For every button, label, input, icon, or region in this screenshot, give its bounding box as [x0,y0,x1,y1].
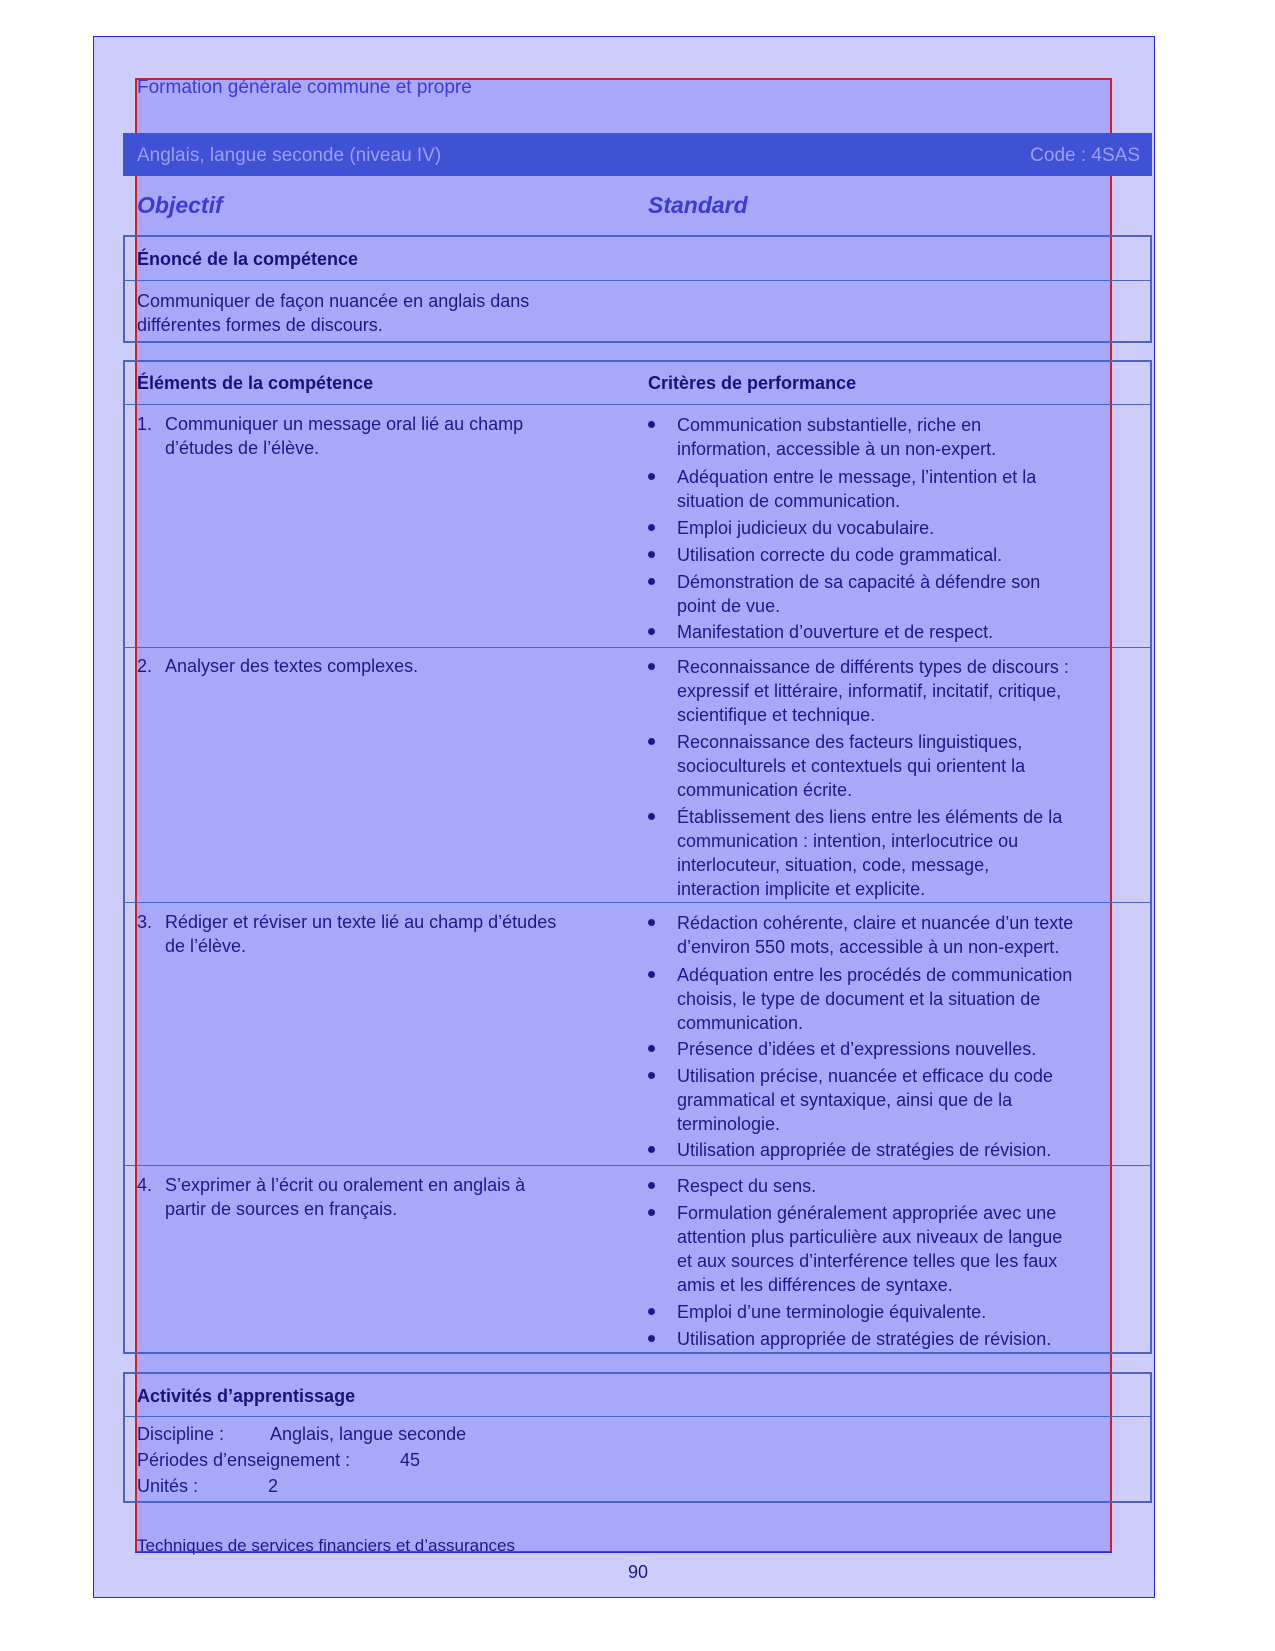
bullet-icon [648,524,655,531]
bullet-icon [648,628,655,635]
criterion-line: Emploi judicieux du vocabulaire. [677,518,935,538]
criterion-line: interlocuteur, situation, code, message, [677,855,990,875]
bullet-icon [648,421,655,428]
element-number: 1. [137,414,153,434]
bullet-icon [648,473,655,480]
criterion-line: Communication substantielle, riche en [677,415,982,435]
criterion-line: grammatical et syntaxique, ainsi que de la [677,1090,1013,1110]
criterion-line: communication. [677,1013,804,1033]
standard-heading: Standard [648,192,748,218]
periods-label: Périodes d’enseignement : [137,1450,351,1470]
element-text [165,654,418,678]
row-divider [125,902,1150,903]
activities-divider [125,1416,1150,1417]
criterion-line: interaction implicite et explicite. [677,879,926,899]
criterion-line: Emploi d’une terminologie équivalente. [677,1302,987,1322]
criteria-heading: Critères de performance [648,373,857,393]
bullet-icon [648,1045,655,1052]
section-title: Formation générale commune et propre [137,77,472,98]
element-number: 3. [137,912,153,932]
criterion-line: communication : intention, interlocutrice ou [677,831,1019,851]
elements-heading: Éléments de la compétence [137,373,374,393]
bullet-icon [648,1308,655,1315]
program-footer: Techniques de services financiers et d’assurances [137,1536,515,1555]
discipline-label: Discipline : [137,1424,225,1444]
bullet-icon [648,1335,655,1342]
bullet-icon [648,578,655,585]
criterion-line: choisis, le type de document et la situation de [677,989,1041,1009]
criterion-line: d’environ 550 mots, accessible à un non-expert. [677,937,1060,957]
criterion-line: expressif et littéraire, informatif, incitatif, critique, [677,681,1062,701]
element-line: d’études de l’élève. [165,438,320,458]
criterion-line: Reconnaissance des facteurs linguistiques, [677,732,1023,752]
criterion-line: Utilisation précise, nuancée et efficace du code [677,1066,1053,1086]
criterion-line: Utilisation appropriée de stratégies de révision. [677,1329,1052,1349]
criterion-line: situation de communication. [677,491,901,511]
bullet-icon [648,1072,655,1079]
criterion-line: Présence d’idées et d’expressions nouvelles. [677,1039,1037,1059]
bullet-icon [648,1209,655,1216]
competency-heading: Énoncé de la compétence [137,249,359,269]
criterion-line: information, accessible à un non-expert. [677,439,997,459]
row-divider [125,1165,1150,1166]
element-number: 4. [137,1175,153,1195]
criterion-line: Manifestation d’ouverture et de respect. [677,622,994,642]
competency-divider [125,280,1150,281]
page-number: 90 [628,1562,649,1582]
bullet-icon [648,971,655,978]
bullet-icon [648,813,655,820]
bullet-icon [648,551,655,558]
element-line: Analyser des textes complexes. [165,656,419,676]
criterion-line: attention plus particulière aux niveaux de langue [677,1227,1063,1247]
element-line: partir de sources en français. [165,1199,398,1219]
periods-value: 45 [400,1450,421,1470]
element-text [165,412,523,460]
bullet-icon [648,663,655,670]
competency-line: Communiquer de façon nuancée en anglais dans [137,291,530,311]
discipline-value: Anglais, langue seconde [270,1424,467,1444]
activities-heading: Activités d’apprentissage [137,1386,356,1406]
footer-rule [135,1552,1112,1553]
table-header-divider [125,404,1150,405]
criterion-line: Adéquation entre les procédés de communication [677,965,1073,985]
criterion-line: amis et les différences de syntaxe. [677,1275,953,1295]
criterion-line: socioculturels et contextuels qui orientent la [677,756,1026,776]
criterion-line: scientifique et technique. [677,705,876,725]
criterion-line: et aux sources d’interférence telles que les faux [677,1251,1058,1271]
course-title: Anglais, langue seconde (niveau IV) [137,145,442,166]
element-line: Communiquer un message oral lié au champ [165,414,524,434]
criterion-line: Utilisation appropriée de stratégies de révision. [677,1140,1052,1160]
row-divider [125,647,1150,648]
element-line: Rédiger et réviser un texte lié au champ d’études [165,912,557,932]
competency-line: différentes formes de discours. [137,315,383,335]
bullet-icon [648,919,655,926]
bullet-icon [648,1182,655,1189]
units-value: 2 [268,1476,279,1496]
criterion-line: Établissement des liens entre les éléments de la [677,807,1063,827]
course-code: Code : 4SAS [1030,145,1140,166]
units-label: Unités : [137,1476,199,1496]
bullet-icon [648,1146,655,1153]
element-line: S’exprimer à l’écrit ou oralement en anglais à [165,1175,526,1195]
element-line: de l’élève. [165,936,247,956]
bullet-icon [648,738,655,745]
criterion-line: Rédaction cohérente, claire et nuancée d’un texte [677,913,1074,933]
criterion-line: terminologie. [677,1114,781,1134]
objective-heading: Objectif [137,192,223,218]
criterion-line: point de vue. [677,596,781,616]
criterion-line: Reconnaissance de différents types de discours : [677,657,1069,677]
criterion-line: Utilisation correcte du code grammatical. [677,545,1003,565]
criterion-line: Adéquation entre le message, l’intention et la [677,467,1037,487]
element-text [165,910,556,958]
competency-statement [137,289,529,337]
criterion-line: Démonstration de sa capacité à défendre son [677,572,1041,592]
criterion-line: Respect du sens. [677,1176,817,1196]
criterion-line: communication écrite. [677,780,853,800]
criterion-line: Formulation généralement appropriée avec une [677,1203,1057,1223]
element-text [165,1173,525,1221]
element-number: 2. [137,656,153,676]
